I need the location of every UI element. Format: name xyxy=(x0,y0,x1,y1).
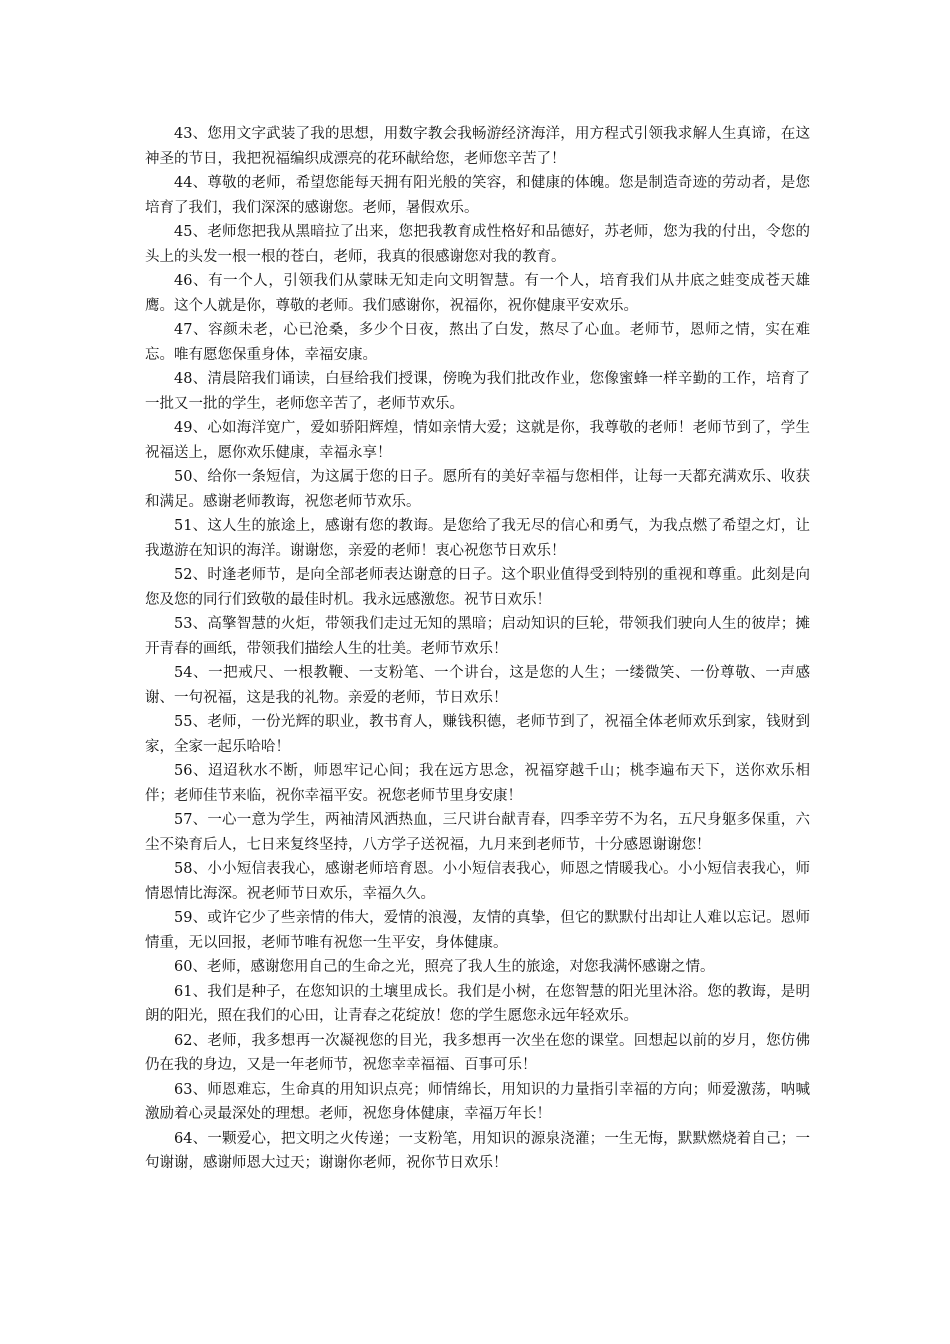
paragraph-56: 56、迢迢秋水不断，师恩牢记心间；我在远方思念，祝福穿越千山；桃李遍布天下，送你欢乐相伴；老师佳节来临，祝你幸福平安。祝您老师节里身安康！ xyxy=(145,763,810,804)
paragraph-51: 51、这人生的旅途上，感谢有您的教诲。是您给了我无尽的信心和勇气，为我点燃了希望之灯，让我遨游在知识的海洋。谢谢您，亲爱的老师！衷心祝您节日欢乐！ xyxy=(145,518,810,559)
document-body xyxy=(145,122,810,1176)
paragraph-62: 62、老师，我多想再一次凝视您的目光，我多想再一次坐在您的课堂。回想起以前的岁月，您仿佛仍在我的身边，又是一年老师节，祝您幸幸福福、百事可乐！ xyxy=(145,1032,810,1073)
paragraph-43: 43、您用文字武装了我的思想，用数字教会我畅游经济海洋，用方程式引领我求解人生真谛，在这神圣的节日，我把祝福编织成漂亮的花环献给您，老师您辛苦了！ xyxy=(145,126,810,167)
paragraph-49: 49、心如海洋宽广，爱如骄阳辉煌，情如亲情大爱；这就是你，我尊敬的老师！老师节到了，学生祝福送上，愿你欢乐健康，幸福永享！ xyxy=(145,420,810,461)
paragraph-46: 46、有一个人，引领我们从蒙昧无知走向文明智慧。有一个人，培育我们从井底之蛙变成苍天雄鹰。这个人就是你，尊敬的老师。我们感谢你，祝福你，祝你健康平安欢乐。 xyxy=(145,273,810,314)
paragraph-61: 61、我们是种子，在您知识的土壤里成长。我们是小树，在您智慧的阳光里沐浴。您的教诲，是明朗的阳光，照在我们的心田，让青春之花绽放！您的学生愿您永远年轻欢乐。 xyxy=(145,983,810,1024)
paragraph-44: 44、尊敬的老师，希望您能每天拥有阳光般的笑容，和健康的体魄。您是制造奇迹的劳动者，是您培育了我们，我们深深的感谢您。老师，暑假欢乐。 xyxy=(145,175,810,216)
paragraph-54: 54、一把戒尺、一根教鞭、一支粉笔、一个讲台，这是您的人生；一缕微笑、一份尊敬、一声感谢、一句祝福，这是我的礼物。亲爱的老师，节日欢乐！ xyxy=(145,665,810,706)
paragraph-45: 45、老师您把我从黑暗拉了出来，您把我教育成性格好和品德好，苏老师，您为我的付出，令您的头上的头发一根一根的苍白，老师，我真的很感谢您对我的教育。 xyxy=(145,224,810,265)
paragraph-57: 57、一心一意为学生，两袖清风洒热血，三尺讲台献青春，四季辛劳不为名，五尺身躯多保重，六尘不染育后人，七日来复终坚持，八方学子送祝福，九月来到老师节，十分感恩谢谢您！ xyxy=(145,812,810,853)
paragraph-55: 55、老师，一份光辉的职业，教书育人，赚钱积德，老师节到了，祝福全体老师欢乐到家，钱财到家，全家一起乐哈哈！ xyxy=(145,714,810,755)
paragraph-60: 60、老师，感谢您用自己的生命之光，照亮了我人生的旅途，对您我满怀感谢之情。 xyxy=(174,959,715,975)
paragraph-52: 52、时逢老师节，是向全部老师表达谢意的日子。这个职业值得受到特别的重视和尊重。此刻是向您及您的同行们致敬的最佳时机。我永远感激您。祝节日欢乐！ xyxy=(145,567,810,608)
paragraph-53: 53、高擎智慧的火炬，带领我们走过无知的黑暗；启动知识的巨轮，带领我们驶向人生的彼岸；摊开青春的画纸，带领我们描绘人生的壮美。老师节欢乐！ xyxy=(145,616,810,657)
paragraph-64: 64、一颗爱心，把文明之火传递；一支粉笔，用知识的源泉浇灌；一生无悔，默默燃烧着自己；一句谢谢，感谢师恩大过天；谢谢你老师，祝你节日欢乐！ xyxy=(145,1130,810,1171)
paragraph-58: 58、小小短信表我心，感谢老师培育恩。小小短信表我心，师恩之情暖我心。小小短信表我心，师情恩情比海深。祝老师节日欢乐，幸福久久。 xyxy=(145,861,810,902)
paragraph-50: 50、给你一条短信，为这属于您的日子。愿所有的美好幸福与您相伴，让每一天都充满欢乐、收获和满足。感谢老师教诲，祝您老师节欢乐。 xyxy=(145,469,810,510)
paragraph-47: 47、容颜未老，心已沧桑，多少个日夜，熬出了白发，熬尽了心血。老师节，恩师之情，实在难忘。唯有愿您保重身体，幸福安康。 xyxy=(145,322,810,363)
paragraph-48: 48、清晨陪我们诵读，白昼给我们授课，傍晚为我们批改作业，您像蜜蜂一样辛勤的工作，培育了一批又一批的学生，老师您辛苦了，老师节欢乐。 xyxy=(145,371,810,412)
paragraph-63: 63、师恩难忘，生命真的用知识点亮；师情绵长，用知识的力量指引幸福的方向；师爱激荡，呐喊激励着心灵最深处的理想。老师，祝您身体健康，幸福万年长！ xyxy=(145,1081,810,1122)
paragraph-59: 59、或许它少了些亲情的伟大，爱情的浪漫，友情的真挚，但它的默默付出却让人难以忘记。恩师情重，无以回报，老师节唯有祝您一生平安，身体健康。 xyxy=(145,910,810,951)
